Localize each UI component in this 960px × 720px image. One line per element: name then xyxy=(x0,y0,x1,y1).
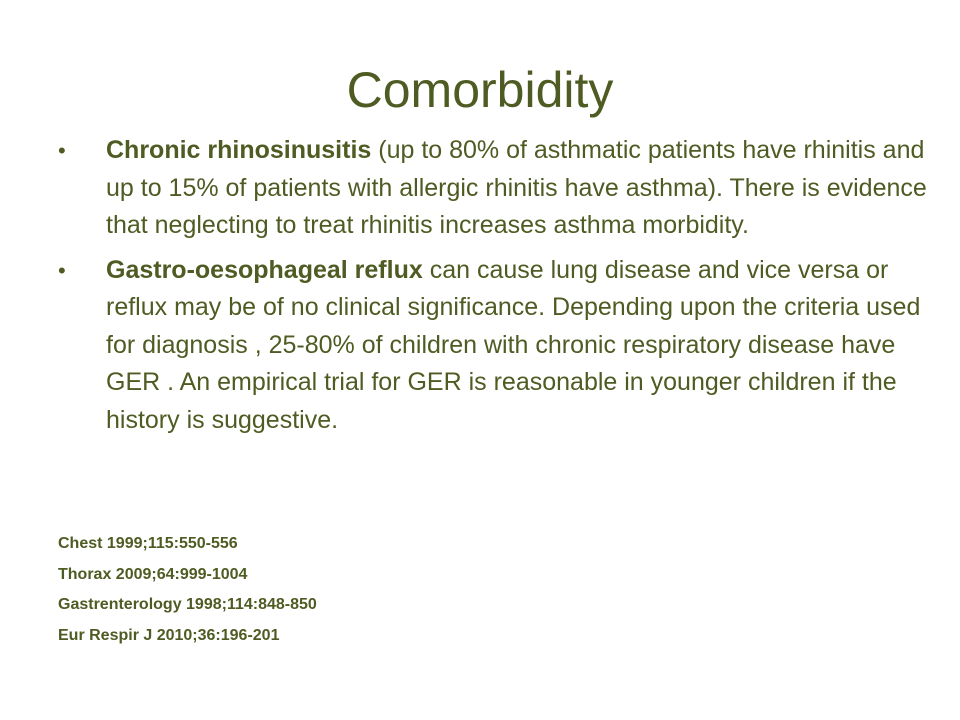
reference-item: Eur Respir J 2010;36:196-201 xyxy=(58,626,280,644)
reference-item: Chest 1999;115:550-556 xyxy=(58,535,238,552)
bullet-icon: • xyxy=(58,257,66,283)
bullet-heading: Chronic rhinosinusitis xyxy=(106,136,372,164)
bullet-item-reflux xyxy=(58,252,928,440)
reference-item: Thorax 2009;64:999-1004 xyxy=(58,565,248,583)
bullet-text: can cause lung disease and vice versa or reflux may be of no clinical significance. Depending upon the criteria used for diagnosis , 25-80% of children with chronic respiratory disease have GER . An empirical trial for GER is reasonable in younger children if the history is suggestive. xyxy=(106,255,921,434)
reference-list xyxy=(58,529,317,651)
bullet-text: (up to 80% of asthmatic patients have rhinitis and up to 15% of patients with allergic rhinitis have asthma). There is evidence that neglecting to treat rhinitis increases asthma morbidity. xyxy=(106,136,927,239)
reference-item: Gastrenterology 1998;114:848-850 xyxy=(58,596,317,613)
bullet-list xyxy=(58,132,928,439)
bullet-heading: Gastro-oesophageal reflux xyxy=(106,255,423,284)
bullet-icon: • xyxy=(58,138,66,163)
slide-title: Comorbidity xyxy=(346,62,614,118)
bullet-item-rhinosinusitis xyxy=(58,132,928,245)
